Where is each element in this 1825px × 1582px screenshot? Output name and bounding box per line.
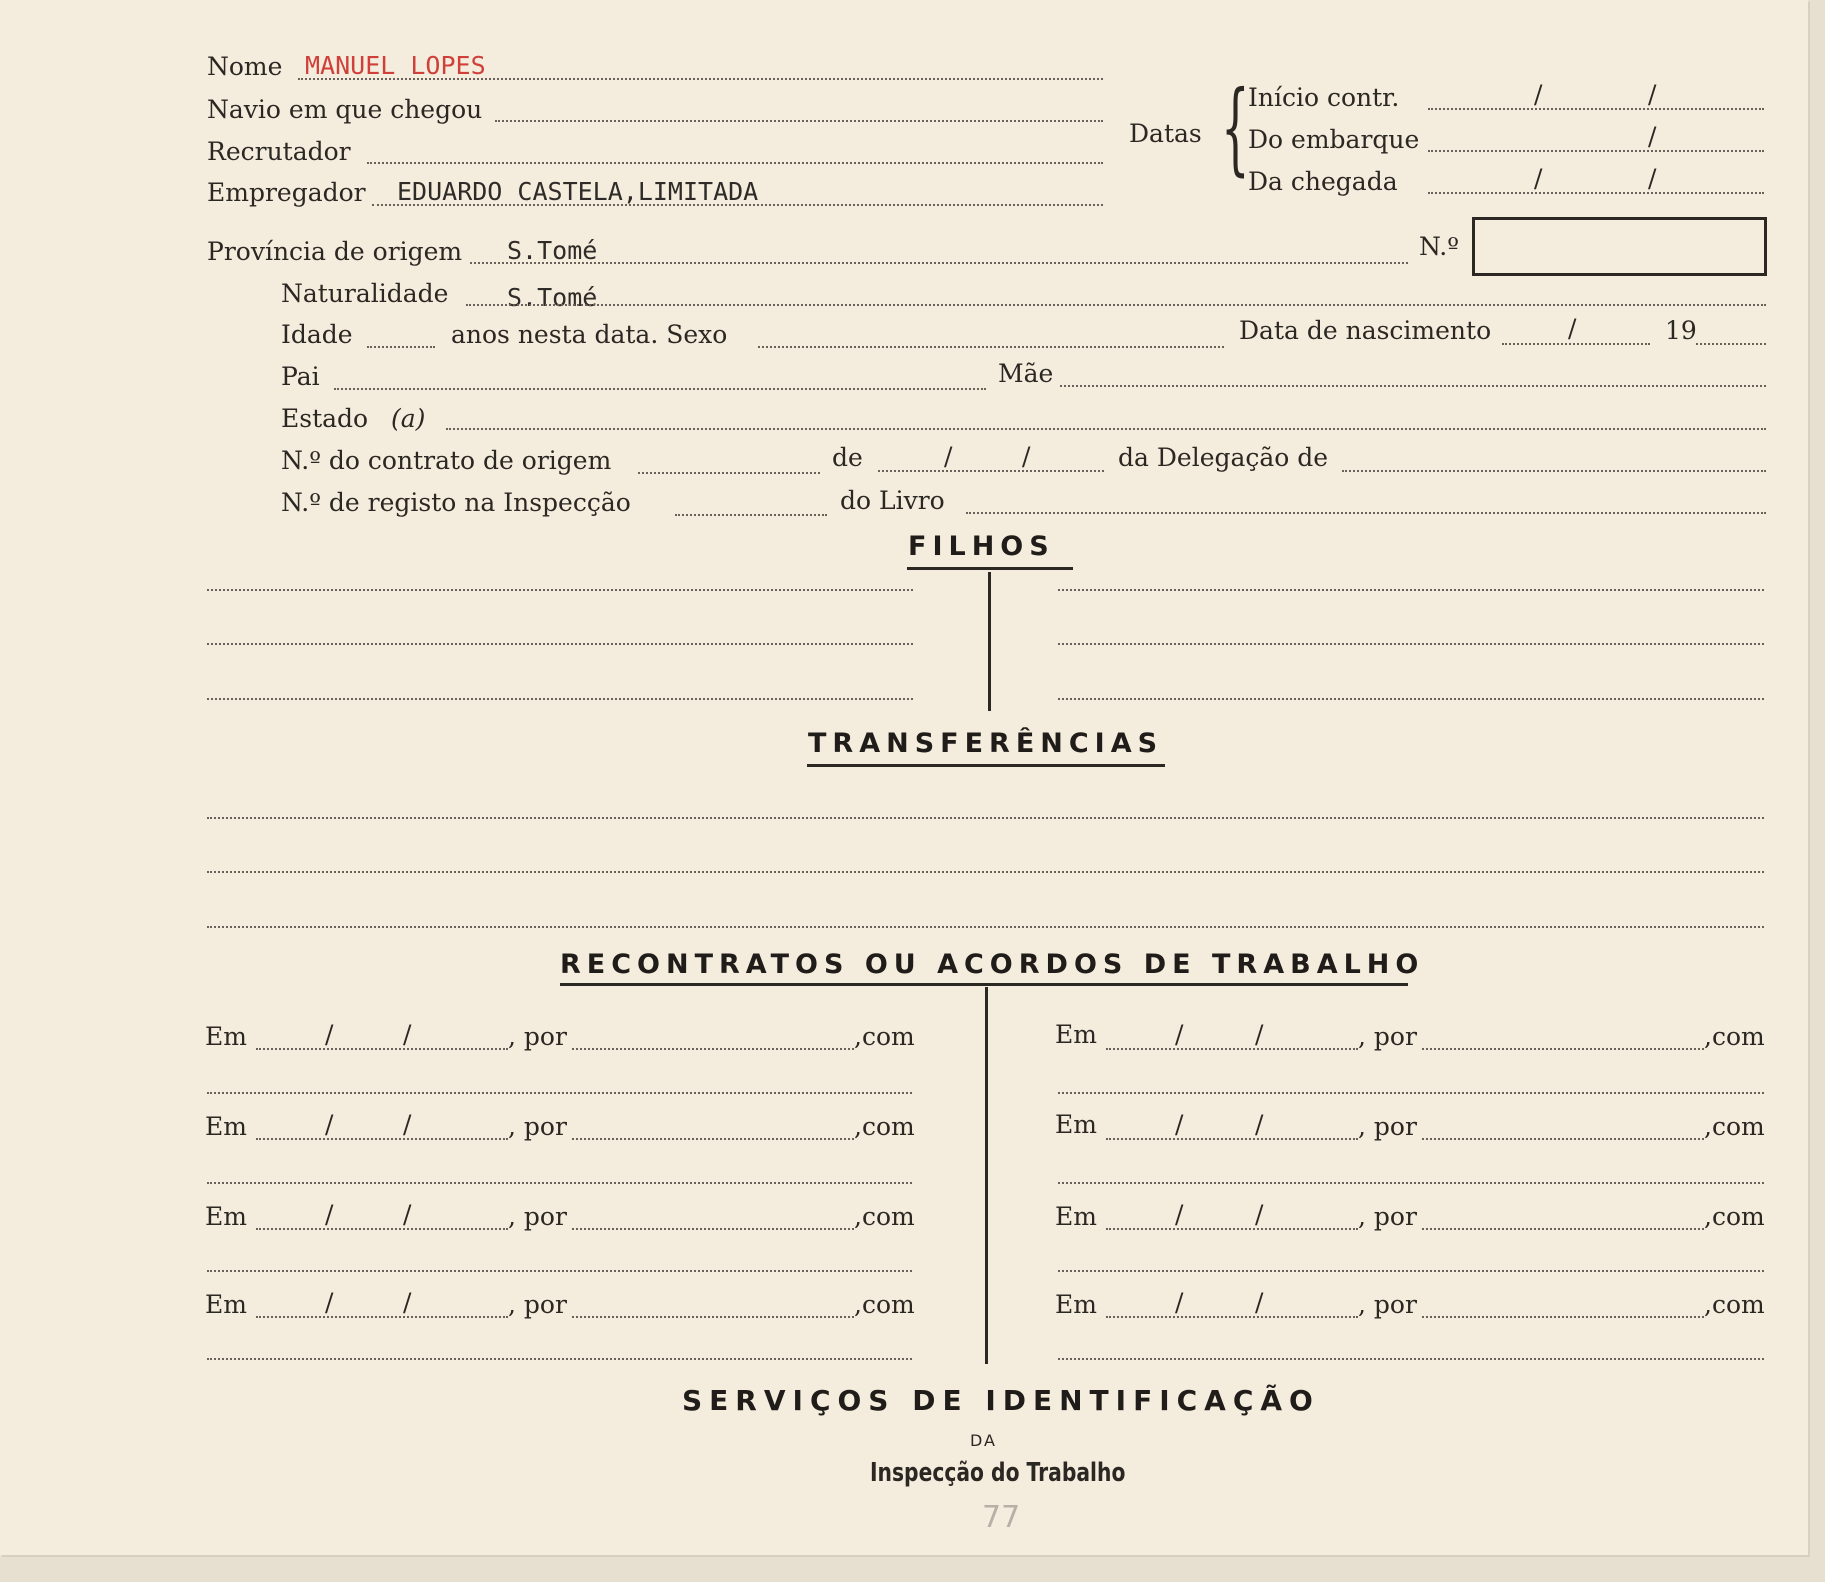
inicio-slash-1: / — [1534, 80, 1543, 109]
recontrato-date-line — [1106, 1048, 1358, 1050]
contrato-de-label: de — [832, 443, 863, 472]
chegada-label: Da chegada — [1248, 167, 1398, 196]
por-label: , por — [508, 1290, 567, 1319]
por-label: , por — [508, 1202, 567, 1231]
nascimento-label: Data de nascimento — [1239, 316, 1492, 345]
date-slash: / — [1255, 1020, 1264, 1049]
por-label: , por — [1358, 1290, 1417, 1319]
por-line — [1422, 1048, 1704, 1050]
numero-box — [1472, 217, 1767, 276]
date-slash: / — [325, 1288, 334, 1317]
com-label: ,com — [854, 1022, 915, 1051]
contrato-date-line — [878, 470, 1104, 472]
inicio-line — [1428, 108, 1764, 110]
footer-da: DA — [970, 1431, 997, 1450]
mae-line — [1060, 385, 1766, 387]
recontratos-divider — [985, 987, 988, 1364]
embarque-slash: / — [1648, 122, 1657, 151]
nome-line — [298, 78, 1103, 80]
date-slash: / — [325, 1200, 334, 1229]
datas-label: Datas — [1129, 119, 1202, 148]
contrato-label: N.º do contrato de origem — [281, 446, 612, 475]
chegada-slash-1: / — [1534, 164, 1543, 193]
por-label: , por — [508, 1022, 567, 1051]
numero-label: N.º — [1419, 232, 1459, 261]
com-label: ,com — [854, 1202, 915, 1231]
transferencias-line-1 — [207, 817, 1764, 819]
date-slash: / — [403, 1110, 412, 1139]
datas-brace: { — [1221, 69, 1250, 186]
recrutador-label: Recrutador — [207, 137, 351, 166]
em-label: Em — [205, 1290, 247, 1319]
transferencias-line-3 — [207, 926, 1764, 928]
chegada-line — [1428, 192, 1764, 194]
date-slash: / — [403, 1200, 412, 1229]
footer-inspeccao: Inspecção do Trabalho — [870, 1458, 1126, 1488]
com-label: ,com — [1704, 1290, 1765, 1319]
nome-value: MANUEL LOPES — [305, 51, 486, 80]
anos-sexo-label: anos nesta data. Sexo — [451, 320, 728, 349]
recontrato-continuation-line — [1058, 1092, 1764, 1094]
por-line — [572, 1138, 854, 1140]
filhos-heading: FILHOS — [908, 531, 1055, 562]
por-line — [1422, 1228, 1704, 1230]
por-line — [572, 1316, 854, 1318]
provincia-value: S.Tomé — [507, 236, 598, 265]
em-label: Em — [1055, 1202, 1097, 1231]
pai-line — [334, 388, 986, 390]
date-slash: / — [403, 1288, 412, 1317]
com-label: ,com — [1704, 1202, 1765, 1231]
sexo-line — [758, 346, 1224, 348]
date-slash: / — [1175, 1288, 1184, 1317]
recontrato-continuation-line — [207, 1182, 912, 1184]
recontrato-date-line — [256, 1138, 508, 1140]
em-label: Em — [1055, 1020, 1097, 1049]
naturalidade-label: Naturalidade — [281, 279, 449, 308]
em-label: Em — [1055, 1110, 1097, 1139]
recontrato-continuation-line — [207, 1092, 912, 1094]
livro-label: do Livro — [840, 486, 945, 515]
contrato-slash-2: / — [1022, 442, 1031, 471]
recontrato-continuation-line — [1058, 1182, 1764, 1184]
embarque-label: Do embarque — [1248, 125, 1420, 154]
provincia-line — [470, 262, 1408, 264]
recontrato-date-line — [1106, 1228, 1358, 1230]
transferencias-heading: TRANSFERÊNCIAS — [808, 728, 1164, 759]
em-label: Em — [205, 1022, 247, 1051]
recontratos-heading: RECONTRATOS OU ACORDOS DE TRABALHO — [560, 949, 1425, 980]
livro-line — [966, 512, 1766, 514]
recontrato-continuation-line — [207, 1270, 912, 1272]
com-label: ,com — [854, 1290, 915, 1319]
date-slash: / — [1175, 1110, 1184, 1139]
date-slash: / — [325, 1110, 334, 1139]
naturalidade-line — [466, 304, 1766, 306]
date-slash: / — [325, 1020, 334, 1049]
delegacao-label: da Delegação de — [1118, 443, 1329, 472]
por-line — [572, 1048, 854, 1050]
recontratos-underline — [560, 983, 1408, 986]
empregador-line — [372, 204, 1103, 206]
delegacao-line — [1342, 470, 1766, 472]
date-slash: / — [1255, 1200, 1264, 1229]
embarque-line — [1428, 150, 1764, 152]
date-slash: / — [1175, 1200, 1184, 1229]
nome-label: Nome — [207, 52, 283, 81]
filhos-line-left-3 — [207, 698, 913, 700]
transferencias-line-2 — [207, 871, 1764, 873]
com-label: ,com — [854, 1112, 915, 1141]
por-label: , por — [1358, 1202, 1417, 1231]
por-line — [1422, 1316, 1704, 1318]
nascimento-year: 19 — [1665, 316, 1697, 345]
por-label: , por — [1358, 1022, 1417, 1051]
chegada-slash-2: / — [1648, 164, 1657, 193]
idade-line — [367, 346, 435, 348]
por-label: , por — [1358, 1112, 1417, 1141]
filhos-line-right-3 — [1058, 698, 1764, 700]
filhos-line-left-1 — [207, 589, 913, 591]
footer-servicos: SERVIÇOS DE IDENTIFICAÇÃO — [682, 1384, 1320, 1417]
contrato-line — [638, 472, 820, 474]
date-slash: / — [1255, 1288, 1264, 1317]
recrutador-line — [367, 162, 1103, 164]
date-slash: / — [1255, 1110, 1264, 1139]
com-label: ,com — [1704, 1112, 1765, 1141]
navio-line — [495, 120, 1103, 122]
por-line — [1422, 1138, 1704, 1140]
inicio-slash-2: / — [1648, 80, 1657, 109]
estado-label: Estado — [281, 404, 369, 433]
filhos-line-right-1 — [1058, 589, 1764, 591]
recontrato-date-line — [256, 1048, 508, 1050]
date-slash: / — [1175, 1020, 1184, 1049]
contrato-slash-1: / — [944, 442, 953, 471]
em-label: Em — [205, 1112, 247, 1141]
provincia-label: Província de origem — [207, 237, 463, 266]
registo-line — [675, 514, 827, 516]
date-slash: / — [403, 1020, 412, 1049]
recontrato-continuation-line — [1058, 1270, 1764, 1272]
pencil-mark: 77 — [982, 1500, 1021, 1535]
recontrato-continuation-line — [1058, 1358, 1764, 1360]
empregador-label: Empregador — [207, 178, 366, 207]
recontrato-continuation-line — [207, 1358, 912, 1360]
filhos-line-right-2 — [1058, 643, 1764, 645]
nascimento-year-line — [1696, 343, 1766, 345]
em-label: Em — [1055, 1290, 1097, 1319]
pai-label: Pai — [281, 362, 320, 391]
empregador-value: EDUARDO CASTELA,LIMITADA — [397, 177, 759, 206]
por-line — [572, 1228, 854, 1230]
nascimento-slash: / — [1568, 314, 1577, 343]
estado-line — [446, 428, 1766, 430]
registo-label: N.º de registo na Inspecção — [281, 488, 631, 517]
naturalidade-value: S.Tomé — [507, 283, 598, 312]
idade-label: Idade — [281, 320, 353, 349]
estado-note: (a) — [391, 404, 426, 433]
recontrato-date-line — [256, 1316, 508, 1318]
filhos-divider — [988, 572, 991, 711]
mae-label: Mãe — [998, 359, 1054, 388]
filhos-underline — [907, 567, 1073, 570]
por-label: , por — [508, 1112, 567, 1141]
recontrato-date-line — [1106, 1138, 1358, 1140]
recontrato-date-line — [1106, 1316, 1358, 1318]
filhos-line-left-2 — [207, 643, 913, 645]
inicio-label: Início contr. — [1248, 83, 1400, 112]
transferencias-underline — [807, 764, 1165, 767]
em-label: Em — [205, 1202, 247, 1231]
com-label: ,com — [1704, 1022, 1765, 1051]
recontrato-date-line — [256, 1228, 508, 1230]
navio-label: Navio em que chegou — [207, 95, 483, 124]
